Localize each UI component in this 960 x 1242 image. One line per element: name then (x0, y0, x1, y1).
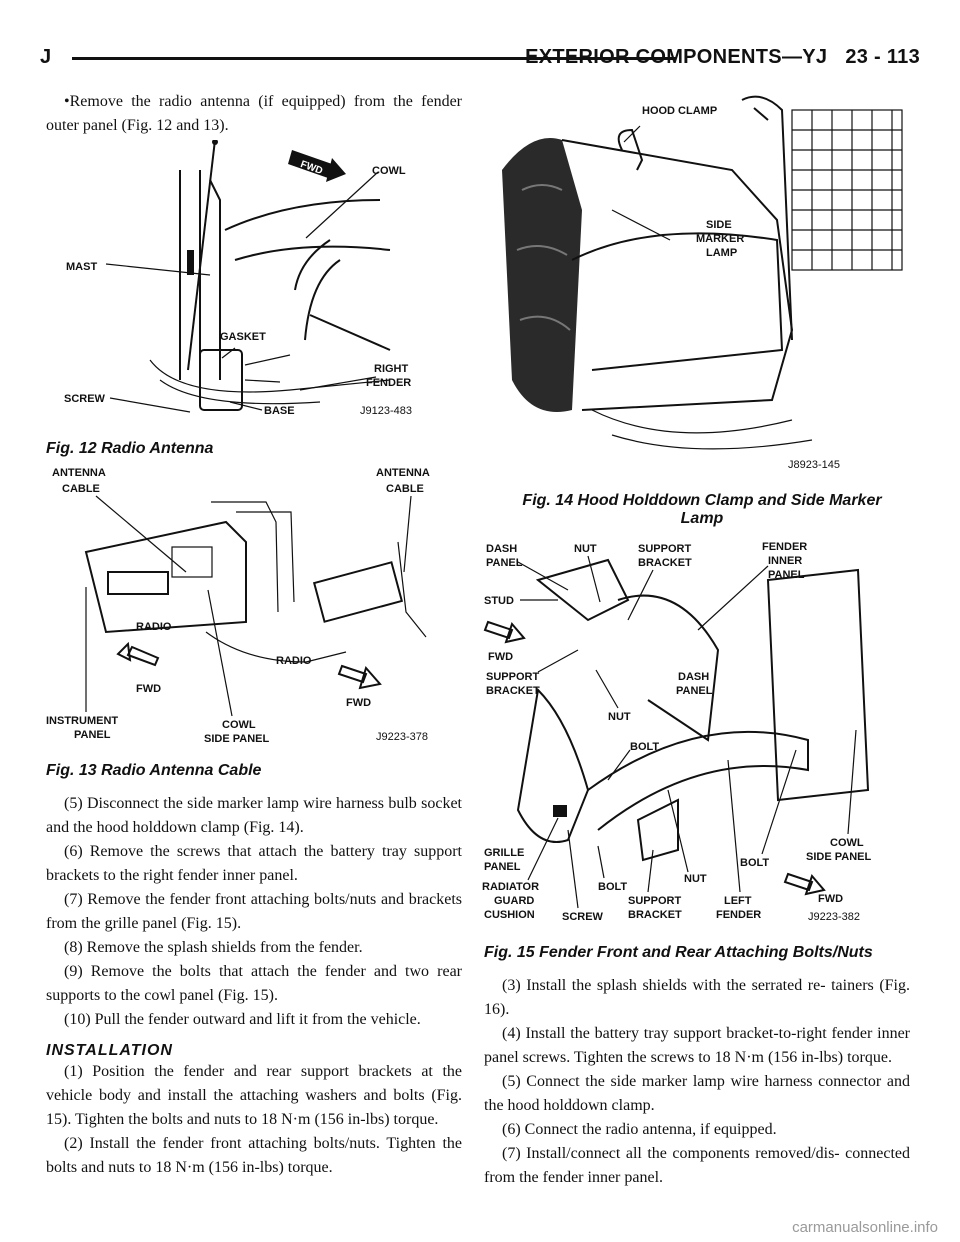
label-support-2: SUPPORT (486, 671, 540, 683)
label-antenna-2: ANTENNA (376, 467, 430, 479)
intro-text (46, 90, 462, 138)
label-nut-1: NUT (574, 543, 597, 555)
leader-screw (568, 830, 578, 908)
caption-line: Fig. 14 Hood Holddown Clamp and Side Marker (522, 492, 882, 509)
leader-support-3 (648, 850, 653, 892)
label-bracket-2: BRACKET (486, 685, 540, 697)
headlamp-fender-hatch (502, 138, 582, 412)
dash-panel-part (538, 560, 628, 620)
header-letter: J (40, 46, 52, 68)
radiator-guard-cushion (553, 805, 567, 817)
step-paragraph: (3) Install the splash shields with the serrated re- tainers (Fig. 16). (484, 977, 910, 1018)
label-bracket-3: BRACKET (628, 909, 682, 921)
figure-radio-antenna (60, 140, 460, 440)
label-support-1: SUPPORT (638, 543, 692, 555)
label-fwd-2: FWD (818, 893, 844, 905)
figure-hood-clamp (492, 90, 912, 480)
step-paragraph: (7) Install/connect all the components removed/dis- connected from the fender inner panel. (484, 1145, 910, 1186)
mast-tip (212, 140, 218, 145)
label-gasket: GASKET (220, 331, 266, 343)
figure-code: J8923-145 (788, 459, 840, 471)
label-stud: STUD (484, 595, 514, 607)
headlamp-bezel (742, 97, 792, 340)
figure-code: J9223-382 (808, 911, 860, 923)
right-steps (484, 974, 910, 1190)
label-grille: GRILLE (484, 847, 525, 859)
fwd-arrow-icon (339, 666, 380, 688)
figure-code: J9223-378 (376, 731, 428, 743)
mast-leader (106, 264, 210, 275)
grille-panel-part (518, 690, 588, 842)
label-panel: PANEL (74, 729, 111, 741)
leader-nut-2 (596, 670, 618, 708)
leader-cowl (848, 730, 856, 834)
label-radio-2: RADIO (276, 655, 312, 667)
label-bolt-3: BOLT (740, 857, 770, 869)
label-left: LEFT (724, 895, 752, 907)
installation-heading: INSTALLATION (46, 1042, 173, 1059)
fwd-arrow-icon (785, 874, 824, 894)
label-instrument: INSTRUMENT (46, 715, 119, 727)
label-screw: SCREW (64, 393, 105, 405)
label-panel-1: PANEL (486, 557, 523, 569)
front-bracket-part (638, 800, 678, 860)
step-paragraph: (2) Install the fender front attaching bolts/nuts. Tighten the bolts and nuts to 18 N·m (156 in-lbs) torque. (46, 1135, 462, 1176)
label-fwd-1: FWD (136, 683, 162, 695)
fwd-arrow-icon (118, 644, 158, 665)
label-antenna-1: ANTENNA (52, 467, 106, 479)
label-dash-2: DASH (678, 671, 710, 683)
caption-fig14 (492, 492, 912, 528)
label-fender: FENDER (716, 909, 762, 921)
label-cowl: COWL (222, 719, 256, 731)
step-paragraph: (5) Connect the side marker lamp wire harness connector and the hood holddown clamp. (484, 1073, 910, 1114)
step-paragraph: (10) Pull the fender outward and lift it from the vehicle. (64, 1011, 421, 1028)
label-panel-top: PANEL (768, 569, 805, 581)
side-marker-leader (612, 210, 670, 240)
caption-line: Lamp (680, 510, 724, 527)
dash-outline (86, 522, 246, 632)
right-fender-leader (300, 377, 376, 390)
step-paragraph: (8) Remove the splash shields from the fender. (64, 939, 363, 956)
fender-arch (295, 240, 390, 350)
label-cushion: CUSHION (484, 909, 535, 921)
label-inner: INNER (768, 555, 803, 567)
label-screw: SCREW (562, 911, 603, 923)
caption-fig15: Fig. 15 Fender Front and Rear Attaching Bolts/Nuts (484, 944, 873, 961)
label-radio-1: RADIO (136, 621, 172, 633)
label-lamp: LAMP (706, 247, 738, 259)
label-side-panel: SIDE PANEL (806, 851, 872, 863)
label-fwd-1: FWD (488, 651, 514, 663)
label-fender-top: FENDER (762, 541, 808, 553)
label-panel-2: PANEL (676, 685, 713, 697)
label-bracket-1: BRACKET (638, 557, 692, 569)
label-base: BASE (264, 405, 295, 417)
label-hood-clamp: HOOD CLAMP (642, 105, 718, 117)
page-number: 23 - 113 (845, 46, 920, 68)
label-cable-2: CABLE (386, 483, 424, 495)
label-side-panel: SIDE PANEL (204, 733, 270, 745)
intro-paragraph: •Remove the radio antenna (if equipped) from the fender outer panel (Fig. 12 and 13). (46, 93, 462, 134)
radio-left (108, 572, 168, 594)
header-title (525, 46, 920, 69)
cowl-side-leader (208, 590, 232, 716)
step-paragraph: (1) Position the fender and rear support brackets at the vehicle body and install the attaching washers and bolts (Fig. 15). Tighten the bolts and nuts to 18 N·m (156 in-lbs) torque. (46, 1063, 462, 1128)
label-cowl: COWL (830, 837, 864, 849)
leader-dash-1 (518, 562, 568, 590)
label-mast: MAST (66, 261, 98, 273)
figure-code: J9123-483 (360, 405, 412, 417)
fwd-label: FWD (298, 158, 325, 178)
fwd-arrow-icon (485, 622, 524, 642)
label-side: SIDE (706, 219, 732, 231)
leader-left-fender (728, 760, 740, 892)
radio-right (314, 562, 402, 621)
step-paragraph: (6) Connect the radio antenna, if equipped. (502, 1121, 777, 1138)
screw-leader (110, 398, 190, 412)
step-paragraph: (4) Install the battery tray support bracket-to-right fender inner panel screws. Tighten the screws to 18 N·m (156 in-lbs) torque. (484, 1025, 910, 1066)
leader-bolt-2 (598, 846, 604, 878)
leader-fender-inner (698, 566, 768, 630)
label-fender: FENDER (366, 377, 412, 389)
step-paragraph: (5) Disconnect the side marker lamp wire harness bulb socket and the hood holddown clamp (Fig. 14). (46, 795, 462, 836)
label-bolt-2: BOLT (598, 881, 628, 893)
antenna-cable-right-leader (404, 496, 411, 572)
watermark: carmanualsonline.info (792, 1219, 938, 1236)
label-nut-2: NUT (608, 711, 631, 723)
grille-mesh-lines (792, 130, 902, 250)
marker-lamp-housing (572, 233, 782, 370)
caption-fig13: Fig. 13 Radio Antenna Cable (46, 762, 262, 779)
cowl-panel-lines (211, 502, 294, 612)
left-steps (46, 792, 462, 1180)
step-paragraph: (6) Remove the screws that attach the battery tray support brackets to the right fender inner panel. (46, 843, 462, 884)
leader-radiator (528, 818, 558, 880)
label-marker: MARKER (696, 233, 745, 245)
figure-fender-bolts (478, 540, 898, 935)
fwd-arrow-icon (288, 150, 346, 182)
body-curve (225, 200, 390, 260)
base-hardware (245, 355, 290, 382)
label-fwd-2: FWD (346, 697, 372, 709)
caption-fig12: Fig. 12 Radio Antenna (46, 440, 214, 457)
label-cable-1: CABLE (62, 483, 100, 495)
leader-support-2 (538, 650, 578, 672)
figure-radio-antenna-cable (46, 462, 456, 762)
step-paragraph: (9) Remove the bolts that attach the fender and two rear supports to the cowl panel (Fig. 15). (46, 963, 462, 1004)
label-bolt-1: BOLT (630, 741, 660, 753)
section-title: EXTERIOR COMPONENTS—YJ (525, 46, 828, 68)
label-nut-3: NUT (684, 873, 707, 885)
support-bracket-part (618, 596, 718, 740)
mast-sleeve (187, 250, 194, 275)
label-guard: GUARD (494, 895, 535, 907)
hood-clamp-leader (624, 126, 640, 142)
grille-lower (592, 410, 812, 449)
label-radiator: RADIATOR (482, 881, 540, 893)
label-support-3: SUPPORT (628, 895, 682, 907)
dash-opening (172, 547, 212, 577)
label-dash-1: DASH (486, 543, 518, 555)
label-cowl: COWL (372, 165, 406, 177)
step-paragraph: (7) Remove the fender front attaching bolts/nuts and brackets from the grille panel (Fig. 15). (46, 891, 462, 932)
cable-right (398, 542, 426, 637)
label-panel-3: PANEL (484, 861, 521, 873)
label-right: RIGHT (374, 363, 409, 375)
